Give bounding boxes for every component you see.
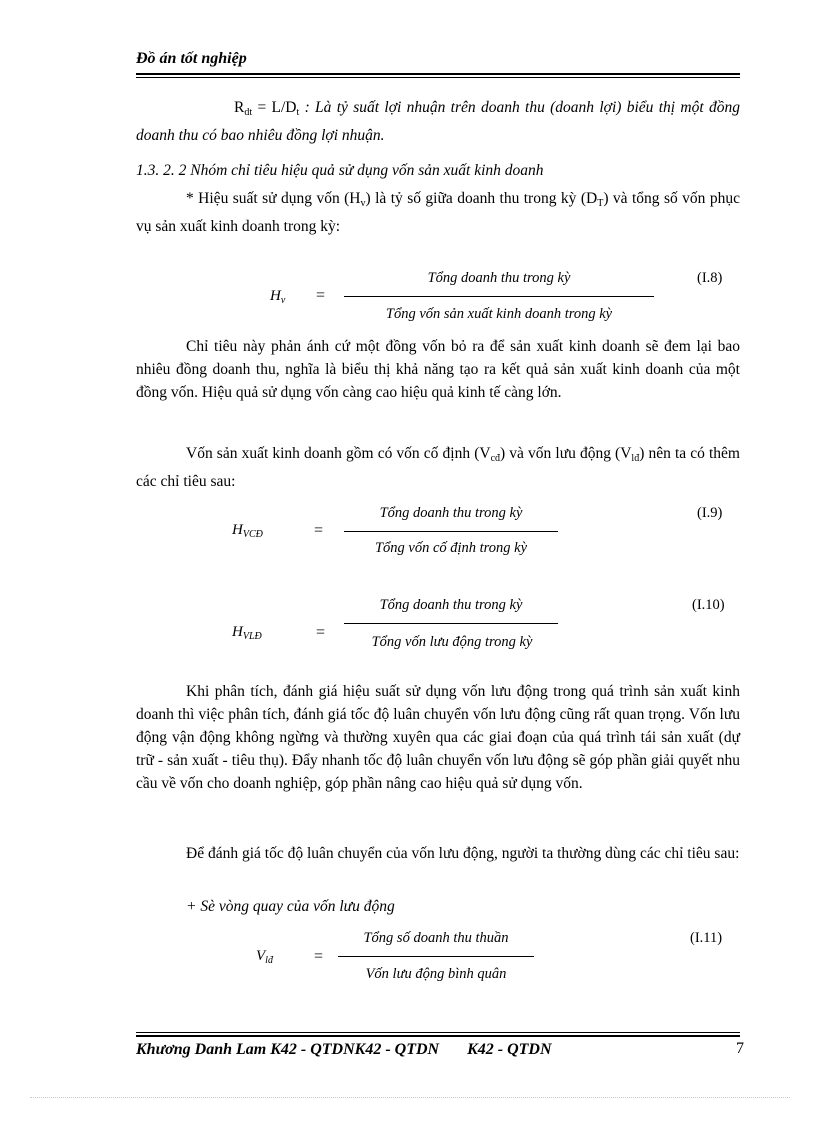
fraction-denominator: Tổng vốn cố định trong kỳ <box>374 540 528 556</box>
fraction-numerator: Tổng doanh thu trong kỳ <box>379 505 523 521</box>
fraction-numerator: Tổng số doanh thu thuần <box>363 930 509 946</box>
equals-sign: = <box>314 948 324 965</box>
fraction-line <box>344 531 558 532</box>
page-number: 7 <box>736 1040 744 1057</box>
footer-rule-thin <box>136 1032 740 1033</box>
page-bottom-dotted-line <box>30 1097 790 1098</box>
footer-rule-thick <box>136 1035 740 1037</box>
khi-paragraph: Khi phân tích, đánh giá hiệu suất sử dụng vốn lưu động trong quá trình sản xuất kinh doanh thì việc phân tích, đánh giá tốc độ luân chuyển vốn lưu động cũng rất quan trọng. Vốn lưu động vận động không ngừng và thường xuyên qua các giai đoạn của quá trình tái sản xuất (dự trữ - sản xuất - tiêu thụ). Đẩy nhanh tốc độ luân chuyển vốn lưu động sẽ góp phần giải quyết nhu cầu về vốn cho doanh nghiệp, góp phần nâng cao hiệu quả sử dụng vốn. <box>136 683 740 792</box>
fraction-line <box>344 296 654 297</box>
equation-number: (I.10) <box>692 597 725 613</box>
formula-lhs: $H_{VLĐ}$ <box>232 624 262 642</box>
equals-sign: = <box>316 287 326 304</box>
chitieu-paragraph: Chỉ tiêu này phản ánh cứ một đồng vốn bỏ ra để sản xuất kinh doanh sẽ đem lại bao nhiêu đồng doanh thu, nghĩa là biểu thị khả năng tạo ra kết quả sản xuất kinh doanh của một đồng vốn. Hiệu quả sử dụng vốn càng cao hiệu quả kinh tế càng lớn. <box>136 338 740 401</box>
fraction-numerator: Tổng doanh thu trong kỳ <box>379 597 523 613</box>
rdt-definition: $R_{dt} = L/D_t$ : Là tỷ suất lợi nhuận trên doanh thu (doanh lợi) biểu thị một đồng doanh thu có bao nhiêu đồng lợi nhuận. <box>136 99 740 144</box>
equation-number: (I.8) <box>697 270 723 286</box>
fraction-denominator: Tổng vốn lưu động trong kỳ <box>371 634 533 650</box>
fraction-line <box>344 623 558 624</box>
formula-lhs: $H_v$ <box>270 288 286 306</box>
formula-lhs: $V_{lđ}$ <box>256 948 273 966</box>
footer-author: Khương Danh Lam K42 - QTDNK42 - QTDN K42 - QTDN <box>136 1041 552 1058</box>
header-rule-thin <box>136 77 740 78</box>
fraction-line <box>338 956 534 957</box>
section-heading: 1.3. 2. 2 Nhóm chỉ tiêu hiệu quả sử dụng vốn sản xuất kinh doanh <box>136 162 544 179</box>
equation-number: (I.11) <box>690 930 723 946</box>
header-rule-thick <box>136 73 740 75</box>
fraction-numerator: Tổng doanh thu trong kỳ <box>427 270 571 286</box>
fraction-denominator: Tổng vốn sản xuất kinh doanh trong kỳ <box>385 306 613 322</box>
de-paragraph: Để đánh giá tốc độ luân chuyển của vốn lưu động, người ta thường dùng các chỉ tiêu sau: <box>186 845 740 862</box>
von-paragraph: Vốn sản xuất kinh doanh gồm có vốn cố định $(V_{cđ})$ và vốn lưu động $(V_{lđ})$ nên ta có thêm các chỉ tiêu sau: <box>136 445 740 490</box>
formula-lhs: $H_{VCĐ}$ <box>232 522 263 540</box>
page-header-title: Đồ án tốt nghiệp <box>136 50 247 67</box>
fraction-denominator: Vốn lưu động bình quân <box>365 966 507 982</box>
equation-number: (I.9) <box>697 505 723 521</box>
equals-sign: = <box>314 522 324 539</box>
equals-sign: = <box>316 624 326 641</box>
bullet-sovong: + Sè vòng quay của vốn lưu động <box>186 898 395 915</box>
hv-paragraph: * Hiệu suất sử dụng vốn $(H_v)$ là tỷ số giữa doanh thu trong kỳ $(D_T)$ và tổng số vốn phục vụ sản xuất kinh doanh trong kỳ: <box>136 190 740 235</box>
